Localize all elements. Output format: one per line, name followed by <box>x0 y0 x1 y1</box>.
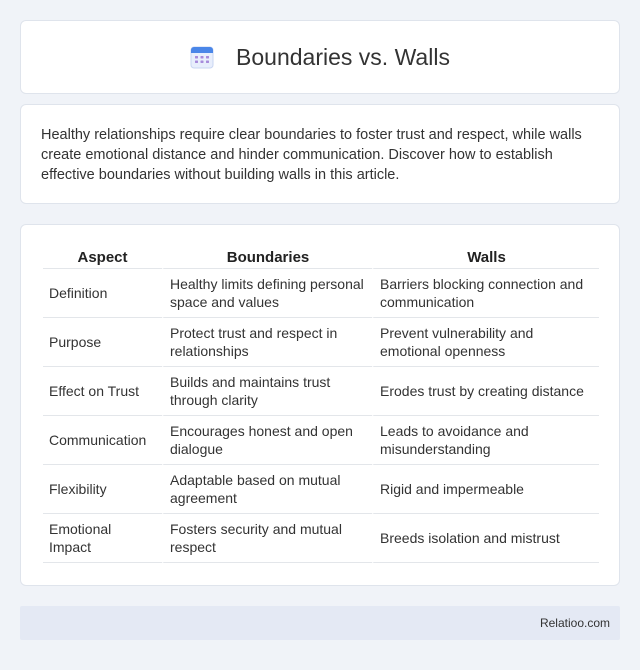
aspect-cell: Purpose <box>43 318 162 367</box>
table-row <box>43 367 599 416</box>
boundaries-cell: Healthy limits defining personal space and values <box>162 269 372 318</box>
comparison-table-card <box>20 224 620 586</box>
table-row <box>43 318 599 367</box>
column-header-aspect: Aspect <box>43 247 162 269</box>
aspect-cell: Flexibility <box>43 465 162 514</box>
boundaries-cell: Adaptable based on mutual agreement <box>162 465 372 514</box>
walls-cell: Rigid and impermeable <box>372 465 599 514</box>
footer <box>20 606 620 640</box>
table-row <box>43 514 599 563</box>
aspect-cell: Communication <box>43 416 162 465</box>
boundaries-cell: Protect trust and respect in relationships <box>162 318 372 367</box>
footer-brand[interactable]: Relatioo.com <box>539 616 610 630</box>
comparison-table <box>43 247 599 563</box>
aspect-cell: Effect on Trust <box>43 367 162 416</box>
table-header-row <box>43 247 599 269</box>
title-card <box>20 20 620 94</box>
column-header-boundaries: Boundaries <box>162 247 372 269</box>
table-row <box>43 416 599 465</box>
aspect-cell: Definition <box>43 269 162 318</box>
aspect-cell: Emotional Impact <box>43 514 162 563</box>
table-row <box>43 269 599 318</box>
walls-cell: Leads to avoidance and misunderstanding <box>372 416 599 465</box>
walls-cell: Erodes trust by creating distance <box>372 367 599 416</box>
table-row <box>43 465 599 514</box>
boundaries-cell: Encourages honest and open dialogue <box>162 416 372 465</box>
intro-card <box>20 104 620 204</box>
boundaries-cell: Fosters security and mutual respect <box>162 514 372 563</box>
boundaries-cell: Builds and maintains trust through clarity <box>162 367 372 416</box>
walls-cell: Prevent vulnerability and emotional openness <box>372 318 599 367</box>
calendar-icon <box>190 45 214 69</box>
walls-cell: Barriers blocking connection and communication <box>372 269 599 318</box>
intro-text: Healthy relationships require clear boundaries to foster trust and respect, while walls create emotional distance and hinder communication. Discover how to establish effective boundaries without building walls in this article. <box>41 127 582 183</box>
column-header-walls: Walls <box>372 247 599 269</box>
walls-cell: Breeds isolation and mistrust <box>372 514 599 563</box>
page-title: Boundaries vs. Walls <box>236 43 450 70</box>
